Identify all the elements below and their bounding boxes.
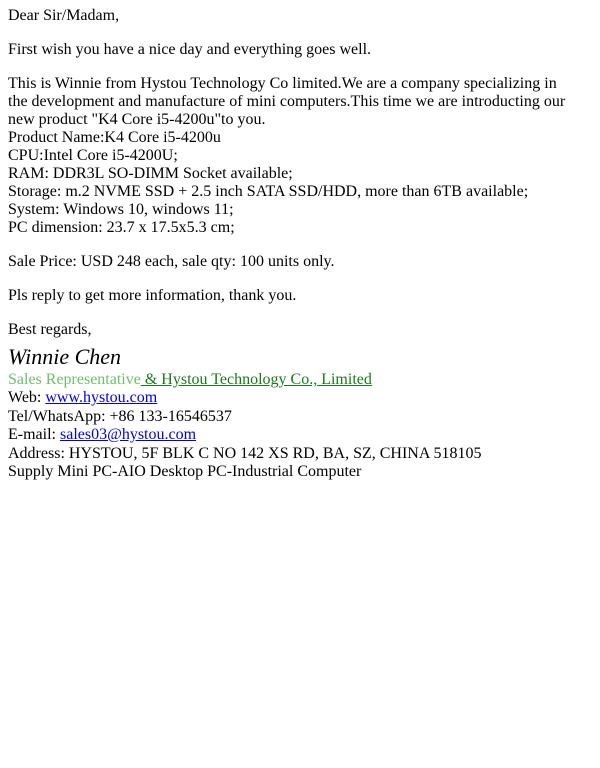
greeting: Dear Sir/Madam, (8, 7, 120, 24)
spec-dimension: PC dimension: 23.7 x 17.5x5.3 cm; (8, 219, 235, 236)
signature-name: Winnie Chen (8, 344, 122, 369)
email-label: E-mail: (8, 426, 60, 443)
sale-price-line: Sale Price: USD 248 each, sale qty: 100 units only. (8, 253, 335, 270)
signature-email-row (8, 426, 576, 445)
spec-ram: RAM: DDR3L SO-DIMM Socket available; (8, 165, 293, 182)
spec-storage: Storage: m.2 NVME SSD + 2.5 inch SATA SSD/HDD, more than 6TB available; (8, 183, 529, 200)
signature-address: Address: HYSTOU, 5F BLK C NO 142 XS RD, BA, SZ, CHINA 518105 (8, 444, 482, 462)
spec-cpu: CPU:Intel Core i5-4200U; (8, 147, 178, 164)
signature-role: Sales Representative (8, 371, 141, 388)
signature-tel: Tel/WhatsApp: +86 133-16546537 (8, 407, 232, 425)
email-signature (8, 344, 576, 482)
signature-tagline: Supply Mini PC-AIO Desktop PC-Industrial Computer (8, 463, 362, 480)
wish-line: First wish you have a nice day and everything goes well. (8, 41, 372, 58)
intro-paragraph: This is Winnie from Hystou Technology Co limited.We are a company specializing in the development and manufacture of mini computers.This time we are introducting our new product "K4 Core i5-4200u"to you. (8, 75, 566, 128)
website-link[interactable]: www.hystou.com (45, 389, 158, 406)
closing-line: Best regards, (8, 321, 92, 338)
spec-product-name: Product Name:K4 Core i5-4200u (8, 129, 221, 146)
reply-request: Pls reply to get more information, thank you. (8, 287, 297, 304)
signature-role-line (8, 371, 576, 389)
signature-web-row (8, 389, 576, 408)
spec-list (8, 129, 576, 237)
web-label: Web: (8, 389, 46, 406)
signature-company: & Hystou Technology Co., Limited (140, 371, 372, 388)
spec-system: System: Windows 10, windows 11; (8, 201, 234, 218)
email-link[interactable]: sales03@hystou.com (59, 426, 197, 443)
